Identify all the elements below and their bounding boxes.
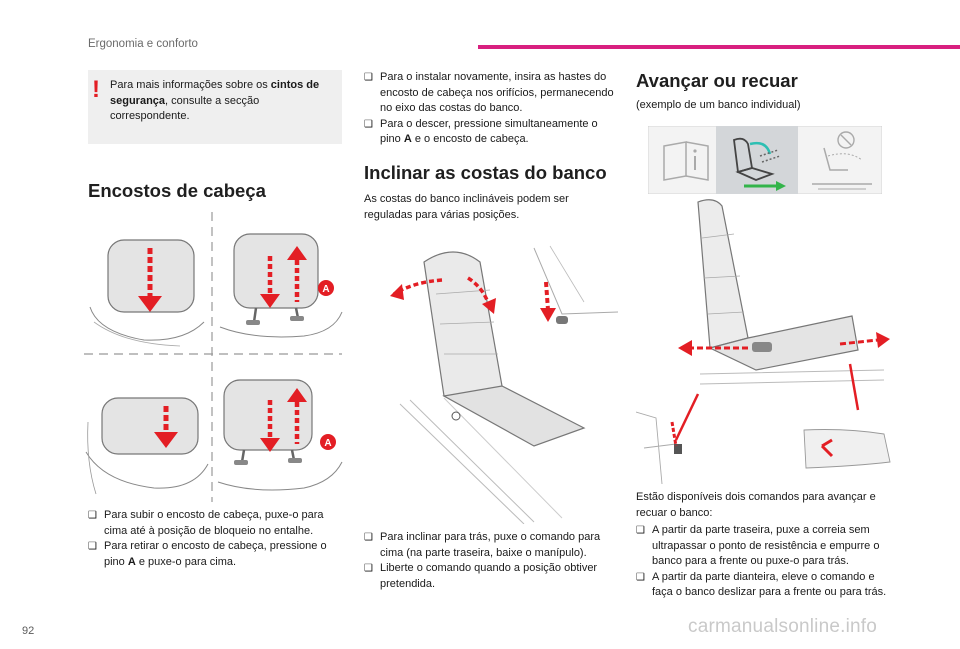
slide-seat-illustration [636,198,894,486]
headrest-install-view [218,380,342,490]
section-header: Ergonomia e conforto [88,38,198,50]
bullet-checkbox-icon: ❑ [364,532,373,543]
recline-intro: As costas do banco inclináveis podem ser reguladas para várias posições. [364,193,569,221]
slide-instructions: ❑ A partir da parte traseira, puxe a correia sem ultrapassar o ponto de resistência e empurre o banco para a frente ou puxe-o para trás. ❑ A partir da parte dianteira, eleve o comando e faça o banco deslizar para a frente ou para trás. [636,524,887,598]
bullet-checkbox-icon: ❑ [88,510,97,521]
slide-title: Avançar ou recuar [636,70,798,91]
headrest-remove-view [86,398,208,494]
headrest-illustration [84,212,346,502]
bullet-checkbox-icon: ❑ [364,72,373,83]
headrest-up-view [220,234,342,337]
bullet-checkbox-icon: ❑ [636,525,645,536]
bullet-checkbox-icon: ❑ [364,118,373,130]
bullet-checkbox-icon: ❑ [636,571,645,583]
warning-icon: ! [92,76,100,103]
bullet-checkbox-icon: ❑ [364,563,373,574]
warning-text: Para mais informações sobre os cintos de segurança, consulte a secção correspondente. [110,79,320,122]
recline-instructions: ❑ Para inclinar para trás, puxe o comando para cima (na parte traseira, baixe o manípulo). ❑ Liberte o comando quando a posição obtiver pretendida. [364,531,601,590]
headrest-down-view [90,240,204,346]
headrest-install-instructions: ❑ Para o instalar novamente, insira as hastes do encosto de cabeça nos orifícios, permanecendo no eixo das costas do banco. ❑ Para o descer, pressione simultaneamente o pino A e o encosto de cabeça. [364,71,614,145]
warning-link-seatbelts: cintos de segurança [110,79,320,107]
headrest-instructions: ❑ Para subir o encosto de cabeça, puxe-o para cima até à posição de bloqueio no entalhe. ❑ Para retirar o encosto de cabeça, pressione o pino A e puxe-o para cima. [88,509,327,568]
watermark: carmanualsonline.info [688,616,878,637]
page-number: 92 [22,625,35,637]
slide-subtitle: (exemplo de um banco individual) [636,99,801,111]
slide-intro: Estão disponíveis dois comandos para avançar e recuar o banco: [636,491,876,519]
recline-illustration [384,232,618,524]
svg-text:A: A [322,284,330,295]
bullet-checkbox-icon: ❑ [88,541,97,552]
svg-text:A: A [324,438,332,449]
seat-icon-strip [648,126,882,194]
headrest-title: Encostos de cabeça [88,180,266,201]
recline-title: Inclinar as costas do banco [364,162,607,183]
section-header-bar [478,45,960,49]
